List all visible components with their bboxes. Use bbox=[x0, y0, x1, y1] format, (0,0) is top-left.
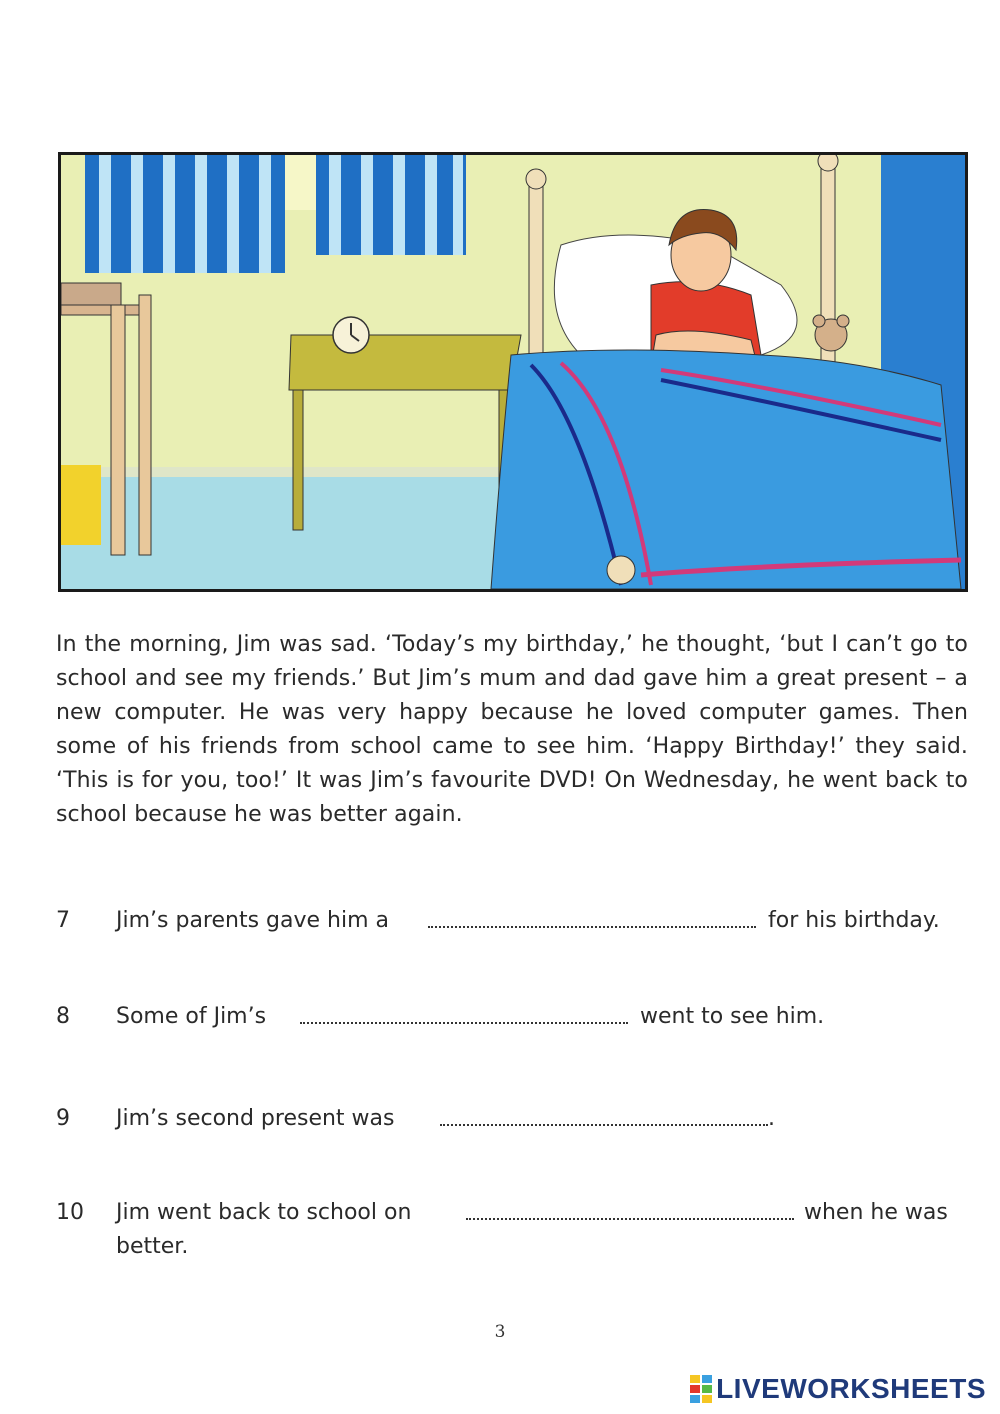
question-number: 9 bbox=[56, 1106, 70, 1131]
question-text-end: went to see him. bbox=[640, 1004, 825, 1029]
question-number: 10 bbox=[56, 1200, 84, 1225]
question-number: 7 bbox=[56, 908, 70, 933]
question-9 bbox=[56, 1102, 968, 1142]
question-text-end: for his birthday. bbox=[768, 908, 940, 933]
answer-blank-7[interactable] bbox=[428, 926, 756, 928]
curtain-right bbox=[316, 155, 466, 255]
answer-blank-9[interactable] bbox=[440, 1124, 768, 1126]
story-illustration bbox=[58, 152, 968, 592]
liveworksheets-icon bbox=[690, 1375, 712, 1403]
question-number: 8 bbox=[56, 1004, 70, 1029]
liveworksheets-logo[interactable] bbox=[690, 1372, 986, 1406]
question-text-end: . bbox=[768, 1106, 775, 1131]
bedroom-scene-image bbox=[61, 155, 965, 589]
teddy-bear bbox=[813, 315, 849, 351]
question-text: Jim went back to school on bbox=[116, 1200, 412, 1225]
page-number: 3 bbox=[494, 1322, 506, 1342]
answer-blank-10[interactable] bbox=[466, 1218, 794, 1220]
question-text: Some of Jim’s bbox=[116, 1004, 267, 1029]
answer-blank-8[interactable] bbox=[300, 1022, 628, 1024]
question-text-continuation: better. bbox=[116, 1234, 189, 1259]
question-text-end: when he was bbox=[804, 1200, 948, 1225]
question-text: Jim’s parents gave him a bbox=[116, 908, 390, 933]
curtain-left bbox=[85, 155, 285, 273]
question-10 bbox=[56, 1196, 968, 1270]
question-text: Jim’s second present was bbox=[116, 1106, 395, 1131]
liveworksheets-wordmark: LIVEWORKSHEETS bbox=[716, 1373, 986, 1404]
question-8 bbox=[56, 1000, 968, 1040]
story-paragraph: In the morning, Jim was sad. ‘Today’s my birthday,’ he thought, ‘but I can’t go to school and see my friends.’ But Jim’s mum and dad gave him a great present – a new computer. He was very happy because he loved computer games. Then some of his friends from school came to see him. ‘Happy Birthday!’ they said. ‘This is for you, too!’ It was Jim’s favourite DVD! On Wednesday, he went back to school because he was better again. bbox=[56, 632, 968, 827]
alarm-clock bbox=[333, 317, 369, 353]
question-7 bbox=[56, 904, 968, 944]
